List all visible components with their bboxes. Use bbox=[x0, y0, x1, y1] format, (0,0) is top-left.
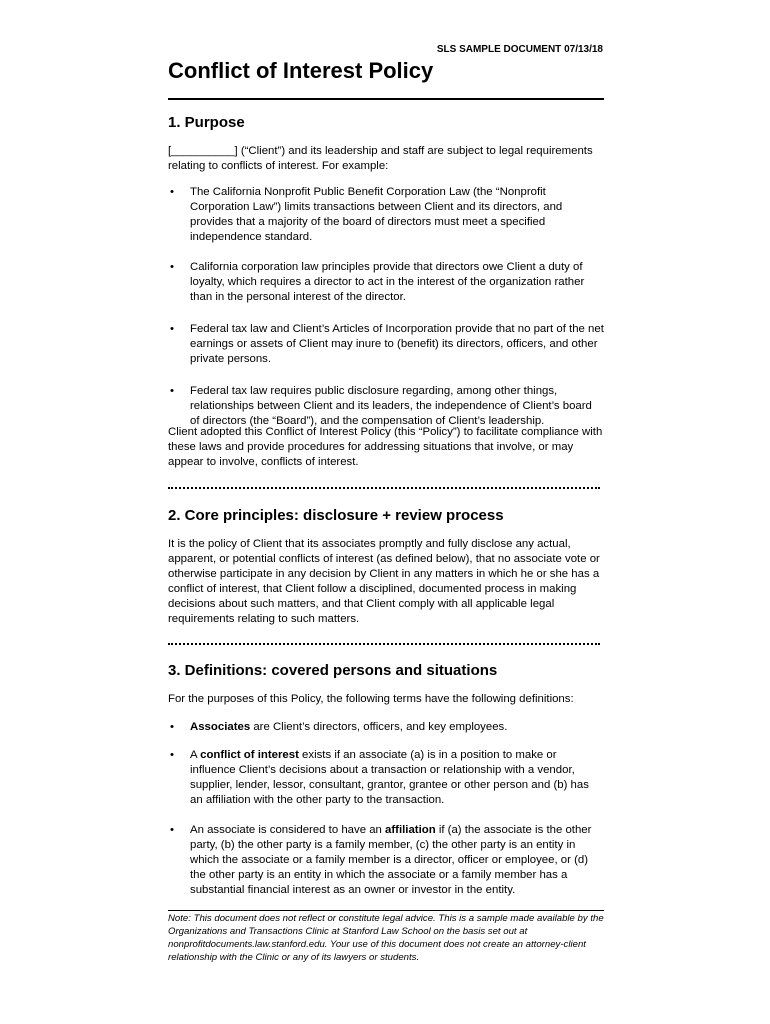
list-item-text: California corporation law principles provide that directors owe Client a duty of loyalty, which requires a director to act in the interest of the organization rather than in the personal interest of the director. bbox=[190, 261, 585, 303]
list-item-text: Federal tax law and Client’s Articles of Incorporation provide that no part of the net earnings or assets of Client may inure to (benefit) its directors, officers, and other private persons. bbox=[190, 323, 604, 365]
paragraph: [__________] (“Client”) and its leadership and staff are subject to legal requirements relating to conflicts of interest. For example: bbox=[168, 145, 593, 172]
purpose-intro bbox=[168, 144, 604, 174]
list-item bbox=[168, 322, 604, 367]
list-item-text: Federal tax law requires public disclosure regarding, among other things, relationships between Client and its leaders, the independence of Client’s board of directors (the “Board”), and the compensation of Client’s leadership. bbox=[190, 385, 592, 427]
definitions-bullets bbox=[168, 720, 604, 898]
purpose-closing bbox=[168, 425, 604, 470]
list-item-text: are Client’s directors, officers, and key employees. bbox=[250, 721, 508, 733]
section-heading: 3. Definitions: covered persons and situations bbox=[168, 662, 498, 679]
section-heading: 2. Core principles: disclosure + review process bbox=[168, 507, 504, 524]
purpose-bullets bbox=[168, 185, 604, 429]
list-item bbox=[168, 260, 604, 305]
page-title: Conflict of Interest Policy bbox=[168, 58, 434, 83]
list-item bbox=[168, 185, 604, 245]
section-divider bbox=[168, 643, 600, 645]
paragraph: It is the policy of Client that its associates promptly and fully disclose any actual, apparent, or potential conflicts of interest (as defined below), that no associate vote or otherwise participate in any decision by Client in any matters in which he or she has a conflict of interest, that Client follow a disciplined, documented process in making decisions about such matters, and that Client comply with all applicable legal requirements relating to such matters. bbox=[168, 538, 600, 625]
defined-term: conflict of interest bbox=[200, 749, 299, 761]
footer-rule bbox=[168, 910, 604, 911]
title-rule bbox=[168, 98, 604, 100]
bullet-icon: • bbox=[170, 721, 174, 733]
section-purpose bbox=[168, 114, 604, 131]
list-item bbox=[168, 748, 604, 808]
bullet-icon: • bbox=[170, 186, 174, 198]
paragraph: Client adopted this Conflict of Interest Policy (this “Policy”) to facilitate compliance with these laws and provide procedures for addressing situations that involve, or may appear to involve, conflicts of interest. bbox=[168, 426, 603, 468]
list-item bbox=[168, 823, 604, 898]
section-core-principles bbox=[168, 507, 604, 524]
defined-term: affiliation bbox=[385, 824, 436, 836]
list-item bbox=[168, 384, 604, 429]
section-divider bbox=[168, 487, 600, 489]
section-heading: 1. Purpose bbox=[168, 114, 245, 131]
core-principles-body bbox=[168, 537, 604, 627]
document-header-tag: SLS SAMPLE DOCUMENT 07/13/18 bbox=[436, 44, 603, 55]
defined-term: Associates bbox=[190, 721, 251, 733]
bullet-icon: • bbox=[170, 261, 174, 273]
bullet-icon: • bbox=[170, 385, 174, 397]
bullet-icon: • bbox=[170, 749, 174, 761]
list-item-text: if (a) the associate is the other party, (b) the other party is a family member, (c) the other party is an entity in which the associate or a family member is a director, officer or employee, or (d) the other party is an entity in which the associate or a family member has a substantial financial interest as an owner or investor in the entity. bbox=[190, 824, 592, 896]
section-definitions bbox=[168, 662, 604, 679]
bullet-icon: • bbox=[170, 323, 174, 335]
footer-note: Note: This document does not reflect or constitute legal advice. This is a sample made available by the Organizations and Transactions Clinic at Stanford Law School on the basis set out at nonprofitdocuments.law.stanford.edu. Your use of this document does not create an attorney-client relationship with the Clinic or any of its lawyers or students. bbox=[168, 913, 604, 963]
paragraph: For the purposes of this Policy, the following terms have the following definitions: bbox=[168, 693, 574, 705]
list-item-text: exists if an associate (a) is in a position to make or influence Client’s decisions about a transaction or relationship with a vendor, supplier, lender, lessor, consultant, grantor, grantee or other person and (b) has an affiliation with the other party to the transaction. bbox=[190, 749, 589, 806]
definitions-intro bbox=[168, 692, 604, 707]
list-item-text: A bbox=[190, 749, 201, 761]
list-item-text: The California Nonprofit Public Benefit Corporation Law (the “Nonprofit Corporation Law”) limits transactions between Client and its directors, and provides that a majority of the board of directors must meet a specified independence standard. bbox=[190, 186, 563, 243]
list-item bbox=[168, 720, 604, 735]
bullet-icon: • bbox=[170, 824, 174, 836]
list-item-text: An associate is considered to have an bbox=[190, 824, 386, 836]
